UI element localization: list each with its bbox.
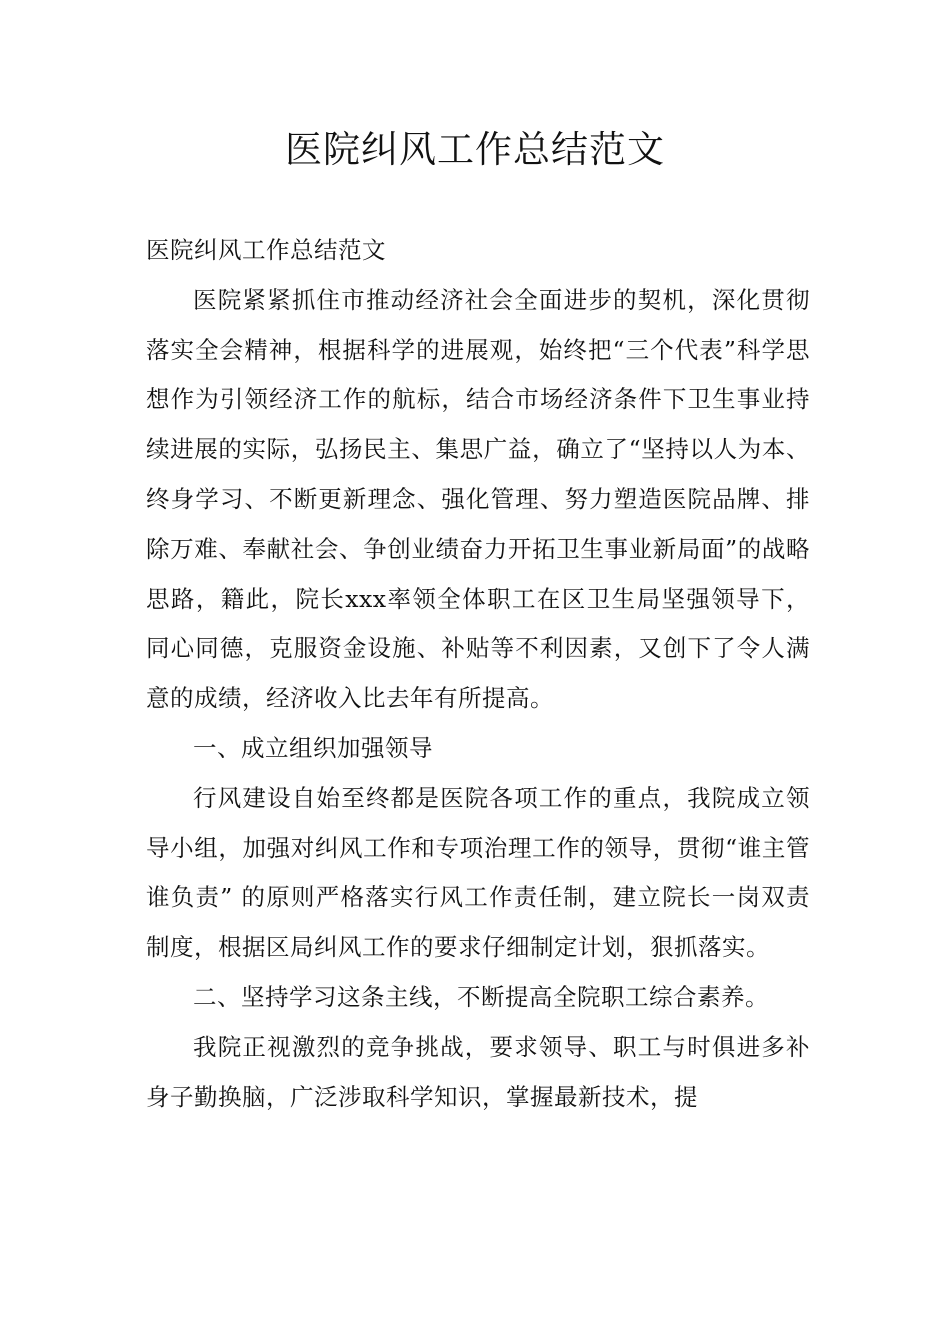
section-heading-2: 二、坚持学习这条主线，不断提高全院职工综合素养。 (193, 982, 769, 1011)
document-subtitle: 医院纠风工作总结范文 (146, 236, 386, 264)
document-title: 医院纠风工作总结范文 (285, 128, 665, 171)
paragraph-section-2: 我院正视激烈的竞争挑战，要求领导、职工与时俱进多补身子勤换脑，广泛涉取科学知识，掌握最新技术，提 (146, 1032, 810, 1111)
section-heading-1: 一、成立组织加强领导 (193, 733, 433, 762)
document-body (146, 226, 810, 1122)
paragraph-intro: 医院紧紧抓住市推动经济社会全面进步的契机，深化贯彻落实全会精神，根据科学的进展观，始终把“三个代表”科学思想作为引领经济工作的航标，结合市场经济条件下卫生事业持续进展的实际，弘扬民主、集思广益，确立了“坚持以人为本、终身学习、不断更新理念、强化管理、努力塑造医院品牌、排除万难、奉献社会、争创业绩奋力开拓卫生事业新局面”的战略思路，籍此，院长xxx率领全体职工在区卫生局坚强领导下，同心同德，克服资金设施、补贴等不利因素，又创下了令人满意的成绩，经济收入比去年有所提高。 (146, 285, 810, 713)
paragraph-section-1: 行风建设自始至终都是医院各项工作的重点，我院成立领导小组，加强对纠风工作和专项治理工作的领导，贯彻“谁主管谁负责” 的原则严格落实行风工作责任制，建立院长一岗双责制度，根据区局纠风工作的要求仔细制定计划，狠抓落实。 (146, 783, 810, 962)
